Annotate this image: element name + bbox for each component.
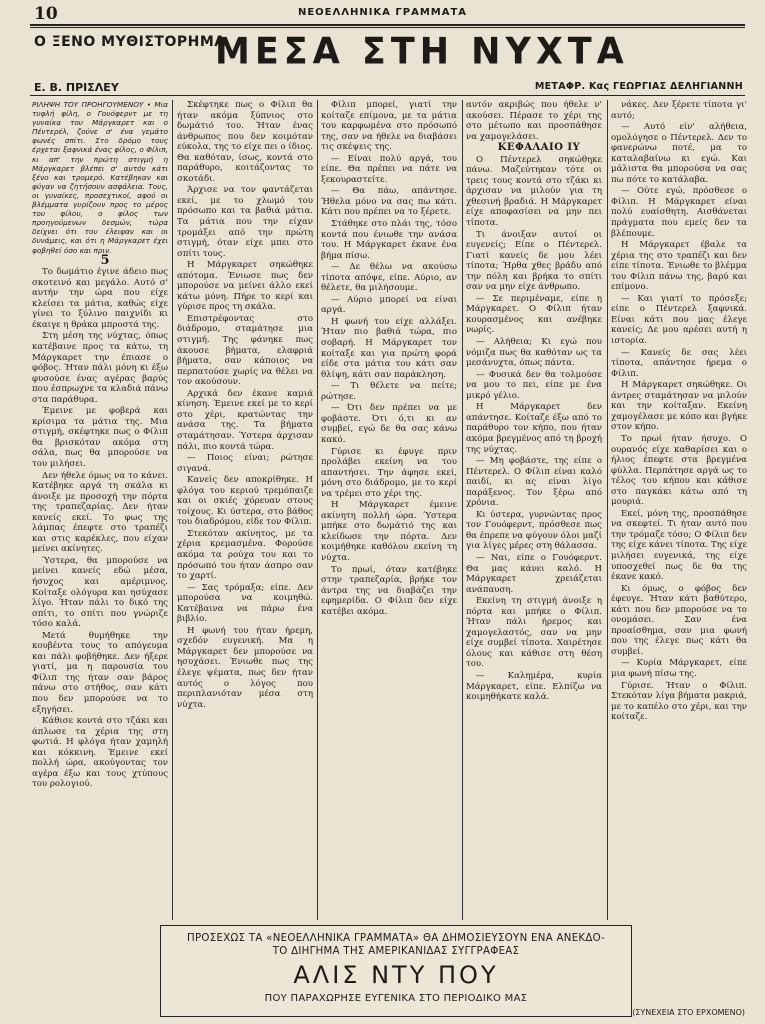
paragraph: Κανείς δεν αποκρίθηκε. Η φλόγα του κεριού τρεμόπαιζε και οι σκιές χόρευαν στους τοίχους. Κι ύστερα, στο βάθος του διαδρόμου, είδε τον Φίλιπ. <box>177 475 313 528</box>
paragraph: Η φωνή του ήταν ήρεμη, σχεδόν ευγενική. Μα η Μάργκαρετ δεν μπορούσε να ησυχάσει. Ένιωθε πως της έλεγε ψέματα, πως δεν ήταν αυτός ο λόγος που περιπλανιόταν μέσα στη νύχτα. <box>177 625 313 710</box>
column-1-body <box>32 267 168 790</box>
announcement-author-name: ΑΛΙΣ ΝΤΥ ΠΟΥ <box>293 961 499 989</box>
announcement-line-1: ΠΡΟΣΕΧΩΣ ΤΑ «ΝΕΟΕΛΛΗΝΙΚΑ ΓΡΑΜΜΑΤΑ» ΘΑ ΔΗΜΟΣΙΕΥΣΟΥΝ ΕΝΑ ΑΝΕΚΔΟ- <box>187 933 605 944</box>
paragraph: Η Μάργκαρετ έμεινε ακίνητη πολλή ώρα. Ύστερα μπήκε στο δωμάτιό της και κλείδωσε την πόρτα. Δεν κοιμήθηκε καθόλου εκείνη τη νύχτα. <box>321 500 457 563</box>
header-rule <box>30 95 745 96</box>
paragraph: — Δε θέλω να ακούσω τίποτα απόψε, είπε. Αύριο, αν θέλετε, θα μιλήσουμε. <box>321 262 457 294</box>
page-number: 10 <box>34 4 58 24</box>
column-3 <box>321 100 457 920</box>
paragraph: Γύρισε κι έφυγε πριν προλάβει εκείνη να του απαντήσει. Την άφησε εκεί, μόνη στο διάδρομο, με το κερί να τρέμει στο χέρι της. <box>321 446 457 499</box>
paragraph: Κι ύστερα, γυρνώντας προς τον Γουόφερντ, πρόσθεσε πως θα έπρεπε να φύγουν όλοι μαζί για λίγες μέρες στη θάλασσα. <box>466 509 602 552</box>
paragraph: — Ότι δεν πρέπει να με φοβάστε. Ότι ό,τι κι αν συμβεί, εγώ δε θα σας κάνω κακό. <box>321 403 457 445</box>
paragraph: Στεκόταν ακίνητος, με τα χέρια κρεμασμένα. Φορούσε ακόμα τα ρούχα του και το πρόσωπό του ήταν άσπρο σαν το χαρτί. <box>177 528 313 582</box>
paragraph: Το πρωί, όταν κατέβηκε στην τραπεζαρία, βρήκε τον άντρα της να διαβάζει την εφημερίδα. Ο Φίλιπ δεν είχε κατέβει ακόμα. <box>321 564 457 617</box>
paragraph: Η φωνή του είχε αλλάξει. Ήταν πιο βαθιά τώρα, πιο σοβαρή. Η Μάργκαρετ τον κοίταξε και για πρώτη φορά είδε στα μάτια του κάτι σαν θλίψη, κάτι σαν παράκληση. <box>321 316 457 380</box>
paragraph: νάκες. Δεν ξέρετε τίποτα γι' αυτό; <box>611 100 747 121</box>
section-label: Ο ΞΕΝΟ ΜΥΘΙΣΤΟΡΗΜΑ <box>34 34 226 50</box>
paragraph: — Ποιος είναι; ρώτησε σιγανά. <box>177 453 313 474</box>
column-5-body <box>611 100 747 723</box>
paragraph: Εκείνη τη στιγμή άνοιξε η πόρτα και μπήκε ο Φίλιπ. Ήταν πάλι ήρεμος και χαμογελαστός, σαν να μην είχε συμβεί τίποτα. Χαιρέτησε όλους και κάθισε στη θέση του. <box>466 596 602 670</box>
paragraph: — Κυρία Μάργκαρετ, είπε μια φωνή πίσω της. <box>611 658 747 679</box>
paragraph: — Είναι πολύ αργά, του είπε. Θα πρέπει να πάτε να ξεκουραστείτε. <box>321 153 457 185</box>
paragraph: Στη μέση της νύχτας, όπως κατέβαινε προς τα κάτω, τη Μάργκαρετ την έπιασε ο φόβος. Ήταν πάλι μόνη κι έξω φυσούσε ένας αγέρας βαρύς που έσπρωχνε τα κλαδιά πάνω στα παράθυρα. <box>32 331 168 405</box>
running-title: ΝΕΟΕΛΛΗΝΙΚΑ ΓΡΑΜΜΑΤΑ <box>297 7 468 18</box>
paragraph: Τι άνοιξαν αυτοί οι ευγενείς; Είπε ο Πέντερελ. Γιατί κανείς δε μου λέει τίποτα; Ήρθα χθες βράδυ από την πόλη και βρήκα το σπίτι σαν να μην είχε άνθρωπο. <box>466 229 602 293</box>
paragraph: — Ούτε εγώ, πρόσθεσε ο Φίλιπ. Η Μάργκαρετ είναι πολύ ευαίσθητη. Αισθάνεται πράγματα που εμείς δεν τα βλέπουμε. <box>611 186 747 239</box>
paragraph: Ύστερα, θα μπορούσε να μείνει κανείς εδώ μέσα, ήσυχος και αμέριμνος. Κοίταξε ολόγυρα και ησύχασε λίγο. Ήταν πάλι το δικό της σπίτι, το σπίτι που γνώριζε τόσο καλά. <box>32 555 168 630</box>
announcement-line-4: ΠΟΥ ΠΑΡΑΧΩΡΗΣΕ ΕΥΓΕΝΙΚΑ ΣΤΟ ΠΕΡΙΟΔΙΚΟ ΜΑΣ <box>264 993 528 1004</box>
column-4-lead: αυτόν ακριβώς που ήθελε ν' ακούσει. Πέρασε το χέρι της στο μέτωπο και προσπάθησε να χαμογελάσει. <box>466 100 602 142</box>
paragraph: Δεν ήθελε όμως να το κάνει. Κατέβηκε αργά τη σκάλα κι άνοιξε με προσοχή την πόρτα της τραπεζαρίας. Δεν ήταν κανείς εκεί. Το φως της λάμπας έπεφτε στο τραπέζι και στις καρέκλες, που είχαν μείνει ακίνητες. <box>32 470 168 555</box>
paragraph: Κι όμως, ο φόβος δεν έφευγε. Ήταν κάτι βαθύτερο, κάτι που δεν μπορούσε να το ονομάσει. Σαν ένα προαίσθημα, σαν μια φωνή που της έλεγε πως κάτι θα συμβεί. <box>611 583 747 657</box>
paragraph: Σκέφτηκε πως ο Φίλιπ θα ήταν ακόμα ξύπνιος στο δωμάτιό του. Ήταν ένας άνθρωπος που δεν κοιμόταν εύκολα, της το είχε πει ο ίδιος. Θα καθόταν, ίσως, κοντά στο παράθυρο, κοιτάζοντας το σκοτάδι. <box>177 100 313 184</box>
column-divider <box>462 100 463 920</box>
announcement-line-2: ΤΟ ΔΙΗΓΗΜΑ ΤΗΣ ΑΜΕΡΙΚΑΝΙΔΑΣ ΣΥΓΓΡΑΦΕΑΣ <box>272 946 520 957</box>
paragraph: — Και γιατί το πρόσεξε; είπε ο Πέντερελ ξαφνικά. Είναι κάτι που μας έλεγε κανείς; Δε μου αρέσει αυτή η ιστορία. <box>611 293 747 347</box>
paragraph: Ο Πέντερελ σηκώθηκε πάνω. Μαζεύτηκαν τότε οι τρεις τους κοντά στο τζάκι κι άρχισαν να μιλούν για τη χθεσινή βραδιά. Η Μάργκαρετ είχε αποφασίσει να μην πει τίποτα. <box>466 154 602 229</box>
paragraph: — Φυσικά δεν θα τολμούσε να μου το πει, είπε με ένα μικρό γέλιο. <box>466 369 602 401</box>
paragraph: — Κανείς δε σας λέει τίποτα, απάντησε ήρεμα ο Φίλιπ. <box>611 347 747 379</box>
paragraph: Η Μάργκαρετ σηκώθηκε απότομα. Ένιωσε πως δεν μπορούσε να μείνει άλλο εκεί κάτω μόνη. Πήρε το κερί και γύρισε προς τη σκάλα. <box>177 260 313 313</box>
paragraph: — Σε περιμέναμε, είπε η Μάργκαρετ. Ο Φίλιπ ήταν κουρασμένος και ανέβηκε νωρίς. <box>466 293 602 336</box>
paragraph: — Αυτό είν' αλήθεια, ομολόγησε ο Πέντερελ. Δεν το φανερώνω ποτέ, μα το καταλαβαίνω κι εγώ. Και μάλιστα θα μπορούσα να σας πω πότε το κατάλαβα. <box>611 122 747 185</box>
paragraph: — Σας τρόμαξα; είπε. Δεν μπορούσα να κοιμηθώ. Κατέβαινα να πάρω ένα βιβλίο. <box>177 582 313 625</box>
installment-number: 5 <box>100 252 110 268</box>
paragraph: Αρχικά δεν έκανε καμιά κίνηση. Έμεινε εκεί με το κερί στο χέρι, κρατώντας την ανάσα της. Τα βήματα σταμάτησαν. Ύστερα άρχισαν πάλι, πιο κοντά τώρα. <box>177 388 313 452</box>
paragraph: Γύρισε. Ήταν ο Φίλιπ. Στεκόταν λίγα βήματα μακριά, με το καπέλο στο χέρι, και την κοίταζε. <box>611 680 747 723</box>
synopsis: ΡΙΛΗΨΗ ΤΟΥ ΠΡΟΗΓΟΥΜΕΝΟΥ • Μια τυφλή φίλη, ο Γουόφερντ με τη γυναίκα του Μάργκαρετ και ο Πέντερέλ, ζούνε σ' ένα γεμάτο φωνές σπίτι. Στο δρόμο τους έρχεται ξαφνικά ένας φίλος, ο Φίλιπ, κι απ' την πρώτη στιγμή η Μάργκαρετ βλέπει σ' αυτόν κάτι ξένο και τρομερό. Κατέβηκαν και φύγαν να ζητήσουν ασφάλεια. Τους, οι γυναίκες, προσεχτικοί, αφού οι βλέμματα γυρίζουν προς το μέρος του φίλου, ο φίλος των προηγούμενων δεσμών, τώρα δείχνει ότι του έλειψαν και οι δυνάμεις, και ότι η Μάργκαρετ έχει φοβηθεί όσο και πριν. <box>32 100 168 255</box>
paragraph: Η Μάργκαρετ δεν απάντησε. Κοίταζε έξω από το παράθυρο τον κήπο, που ήταν ακόμα βρεγμένος από τη βροχή της νύχτας. <box>466 402 602 455</box>
paragraph: — Αλήθεια; Κι εγώ που νόμιζα πως θα καθόταν ως τα μεσάνυχτα, όπως πάντα. <box>466 337 602 369</box>
column-5 <box>611 100 747 920</box>
column-3-body <box>321 100 457 617</box>
paragraph: Το δωμάτιο έγινε άδειο πως σκοτεινό και μεγάλο. Αυτό σ' αυτήν την ώρα που είχε κλείσει τα μάτια, καθώς είχε γίνει το ξύλινο παιχνίδι κι έκαιγε η θράκα μπροστά της. <box>32 267 168 330</box>
paragraph: Στάθηκε στο πλάι της, τόσο κοντά που ένιωθε την ανάσα του. Η Μάργκαρετ έκανε ένα βήμα πίσω. <box>321 219 457 261</box>
continued-note: (ΣΥΝΕΧΕΙΑ ΣΤΟ ΕΡΧΟΜΕΝΟ) <box>632 1008 745 1017</box>
column-1 <box>32 100 168 920</box>
paragraph: — Μη φοβάστε, της είπε ο Πέντερελ. Ο Φίλιπ είναι καλό παιδί, κι ας είναι λίγο παράξενος. Τον ξέρω από χρόνια. <box>466 456 602 509</box>
paragraph: — Τι θέλετε να πείτε; ρώτησε. <box>321 381 457 402</box>
paragraph: Η Μάργκαρετ έβαλε τα χέρια της στο τραπέζι και δεν είπε τίποτα. Ένιωθε το βλέμμα του Φίλιπ πάνω της, βαρύ και επίμονο. <box>611 240 747 293</box>
paragraph: Η Μάργκαρετ σηκώθηκε. Οι άντρες σταμάτησαν να μιλούν και την κοίταξαν. Εκείνη χαμογέλασε με κόπο και βγήκε στον κήπο. <box>611 380 747 433</box>
paragraph: — Αύριο μπορεί να είναι αργά. <box>321 294 457 316</box>
paragraph: — Ναι, είπε ο Γουόφερντ. Θα μας κάνει καλό. Η Μάργκαρετ χρειάζεται ανάπαυση. <box>466 552 602 595</box>
paragraph: Το πρωί ήταν ήσυχο. Ο ουρανός είχε καθαρίσει και ο ήλιος έπεφτε στα βρεγμένα φύλλα. Περπάτησε αργά ως το τέλος του κήπου και κάθισε στο παγκάκι κάτω από τη μουριά. <box>611 433 747 508</box>
column-divider <box>317 100 318 920</box>
column-4 <box>466 100 602 920</box>
paragraph: Μετά θυμήθηκε την κουβέντα τους το απόγευμα και πάλι φοβήθηκε. Δεν ήξερε γιατί, μα η παρουσία του Φίλιπ της ήταν σαν βάρος πάνω στο στήθος, σαν κάτι που δεν μπορούσε να το εξηγήσει. <box>32 630 168 715</box>
text-columns <box>32 100 747 920</box>
column-4-body <box>466 155 602 703</box>
column-divider <box>607 100 608 920</box>
column-2-body <box>177 100 313 710</box>
announcement-box <box>160 925 632 1017</box>
story-translator: ΜΕΤΑΦΡ. Κας ΓΕΩΡΓΙΑΣ ΔΕΛΗΓΙΑΝΝΗ <box>534 81 743 92</box>
paragraph: Άρχισε να τον φαντάζεται εκεί, με το χλωμό του πρόσωπο και τα βαθιά μάτια. Τα μάτια που την είχαν τρομάξει από την πρώτη στιγμή, όταν είχε μπει στο σπίτι τους. <box>177 185 313 259</box>
story-author: Ε. Β. ΠΡΙΣΛΕΥ <box>34 81 119 94</box>
column-2 <box>177 100 313 920</box>
top-rule <box>30 24 745 26</box>
top-rule-thin <box>30 27 745 28</box>
paragraph: Έμεινε με φοβερά και κρίσιμα τα μάτια της. Μια στιγμή, σκέφτηκε πως ο Φίλιπ θα βρισκόταν ακόμα στη σάλα, πως θα μπορούσε να του μιλήσει. <box>32 406 168 469</box>
chapter-heading: ΚΕΦΑΛΑΙΟ ΙΥ <box>497 142 581 154</box>
paragraph: Επιστρέφοντας στο διάδρομο, σταμάτησε μια στιγμή. Της φάνηκε πως άκουσε βήματα, ελαφριά βήματα, σαν κάποιος να περπατούσε χωρίς να θέλει να τον ακούσουν. <box>177 313 313 388</box>
story-title: ΜΕΣΑ ΣΤΗ ΝΥΧΤΑ <box>215 31 629 73</box>
paragraph: — Καλημέρα, κυρία Μάργκαρετ, είπε. Ελπίζω να κοιμηθήκατε καλά. <box>466 670 602 703</box>
paragraph: Εκεί, μόνη της, προσπάθησε να σκεφτεί. Τι ήταν αυτό που την τρόμαζε τόσο; Ο Φίλιπ δεν της είχε κάνει τίποτα. Της είχε μιλήσει ευγενικά, της είχε υποσχεθεί πως δε θα της έκανε κακό. <box>611 508 747 583</box>
paragraph: Φίλιπ μπορεί, γιατί την κοίταζε επίμονα, με τα μάτια του καρφωμένα στο πρόσωπό της, σαν να ήθελε να διαβάσει τις σκέψεις της. <box>321 100 457 153</box>
column-divider <box>172 100 173 920</box>
paragraph: Κάθισε κοντά στο τζάκι και άπλωσε τα χέρια της στη φωτιά. Η φλόγα ήταν χαμηλή και κόκκινη. Έμεινε εκεί πολλή ώρα, ακούγοντας τον αγέρα έξω και τους χτύπους του ρολογιού. <box>32 716 168 790</box>
paragraph: — Θα πάω, απάντησε. Ήθελα μόνο να σας πω κάτι. Κάτι που πρέπει να το ξέρετε. <box>321 186 457 218</box>
